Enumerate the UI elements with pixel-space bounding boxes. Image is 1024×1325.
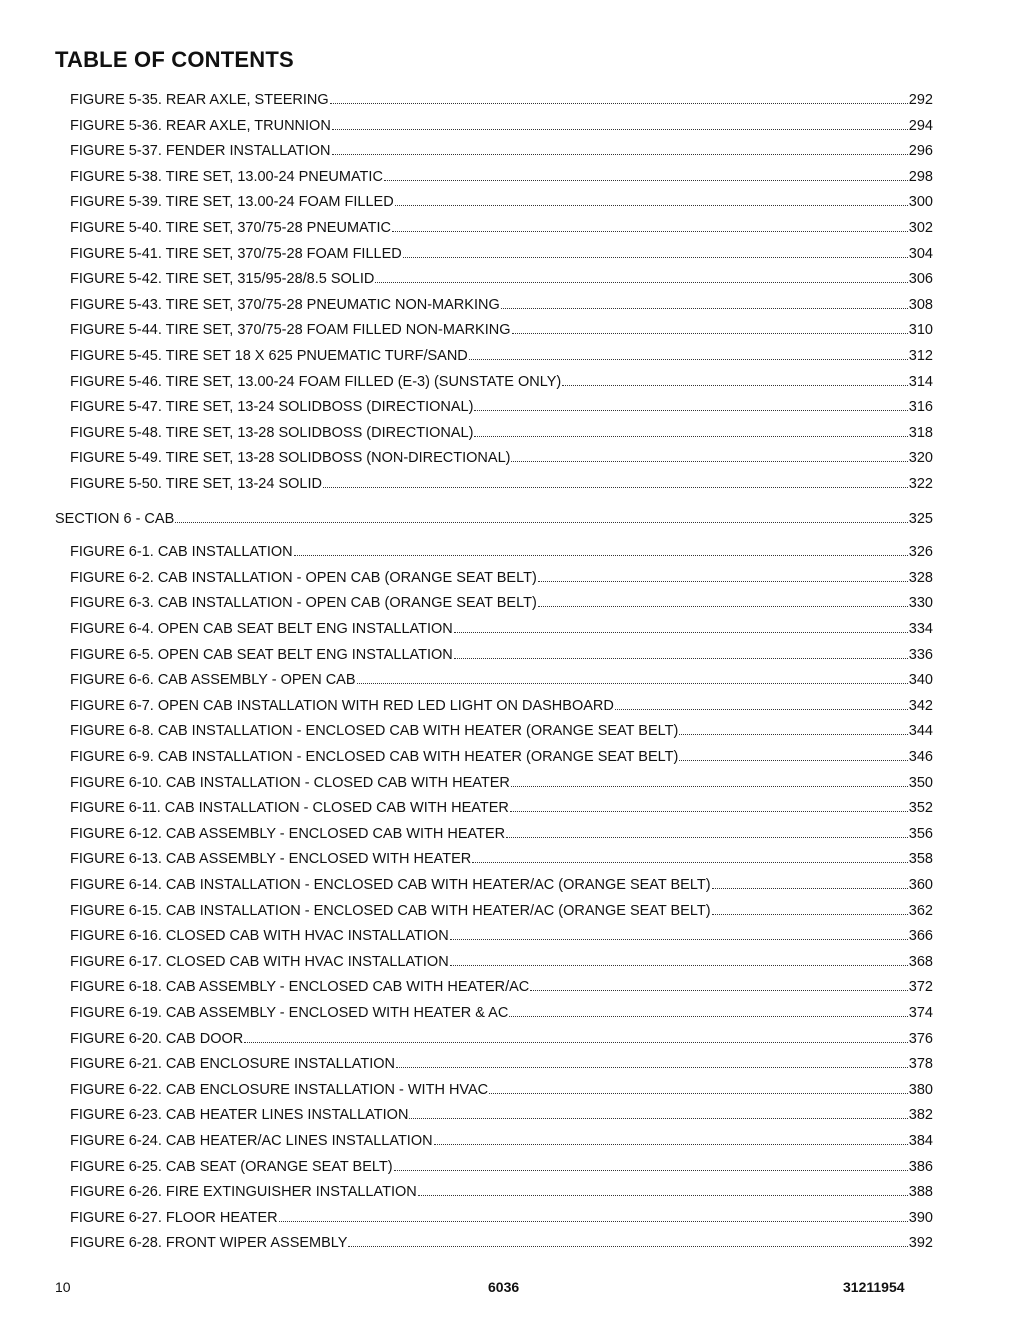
toc-entry-page: 362 [908, 903, 933, 919]
toc-entry-page: 328 [908, 570, 933, 586]
dot-leader [348, 1234, 907, 1247]
page-title: TABLE OF CONTENTS [55, 47, 294, 72]
toc-figure-entry[interactable] [70, 594, 933, 612]
toc-entry-page: 316 [908, 399, 933, 415]
toc-figure-entry[interactable] [70, 219, 933, 237]
dot-leader [530, 978, 908, 991]
toc-entry-label: FIGURE 6-19. CAB ASSEMBLY - ENCLOSED WITH HEATER & AC [70, 1005, 509, 1021]
toc-entry-page: 320 [908, 450, 933, 466]
dot-leader [538, 594, 908, 607]
toc-figure-entry[interactable] [70, 774, 933, 792]
toc-entry-label: FIGURE 6-1. CAB INSTALLATION [70, 544, 293, 560]
toc-entry-page: 342 [908, 698, 933, 714]
toc-entry-page: 312 [908, 348, 933, 364]
toc-figure-entry[interactable] [70, 1209, 933, 1227]
toc-figure-entry[interactable] [70, 620, 933, 638]
toc-entry-page: 374 [908, 1005, 933, 1021]
toc-entry-page: 296 [908, 143, 933, 159]
toc-entry-page: 318 [908, 425, 933, 441]
dot-leader [450, 953, 908, 966]
toc-entry-label: FIGURE 5-46. TIRE SET, 13.00-24 FOAM FILLED (E-3) (SUNSTATE ONLY) [70, 374, 562, 390]
toc-entry-page: 360 [908, 877, 933, 893]
toc-entry-label: FIGURE 6-14. CAB INSTALLATION - ENCLOSED CAB WITH HEATER/AC (ORANGE SEAT BELT) [70, 877, 711, 893]
toc-entry-page: 372 [908, 979, 933, 995]
toc-entry-label: FIGURE 6-5. OPEN CAB SEAT BELT ENG INSTALLATION [70, 647, 453, 663]
toc-entry-label: FIGURE 5-45. TIRE SET 18 X 625 PNUEMATIC TURF/SAND [70, 348, 468, 364]
toc-entry-page: 306 [908, 271, 933, 287]
toc-entry-label: FIGURE 6-6. CAB ASSEMBLY - OPEN CAB [70, 672, 356, 688]
toc-entry-page: 382 [908, 1107, 933, 1123]
toc-figure-entry[interactable] [70, 1004, 933, 1022]
dot-leader [510, 799, 908, 812]
toc-entry-page: 298 [908, 169, 933, 185]
toc-entry-label: FIGURE 5-49. TIRE SET, 13-28 SOLIDBOSS (NON-DIRECTIONAL) [70, 450, 511, 466]
toc-entry-label: FIGURE 6-22. CAB ENCLOSURE INSTALLATION - WITH HVAC [70, 1082, 489, 1098]
toc-figure-entry[interactable] [70, 646, 933, 664]
toc-figure-entry[interactable] [70, 168, 933, 186]
toc-figure-entry[interactable] [70, 543, 933, 561]
toc-figure-entry[interactable] [70, 876, 933, 894]
toc-figure-entry[interactable] [70, 117, 933, 135]
dot-leader [712, 902, 908, 915]
toc-figure-entry[interactable] [70, 902, 933, 920]
toc-figure-entry[interactable] [70, 927, 933, 945]
toc-figure-entry[interactable] [70, 825, 933, 843]
toc-figure-entry[interactable] [70, 671, 933, 689]
toc-entry-label: FIGURE 6-28. FRONT WIPER ASSEMBLY [70, 1235, 348, 1251]
toc-entry-page: 390 [908, 1210, 933, 1226]
toc-entry-label: FIGURE 5-37. FENDER INSTALLATION [70, 143, 331, 159]
toc-figure-entry[interactable] [70, 193, 933, 211]
toc-entry-label: FIGURE 6-10. CAB INSTALLATION - CLOSED CAB WITH HEATER [70, 775, 510, 791]
toc-entry-page: 308 [908, 297, 933, 313]
toc-entry-label: FIGURE 6-7. OPEN CAB INSTALLATION WITH RED LED LIGHT ON DASHBOARD [70, 698, 614, 714]
dot-leader [418, 1183, 908, 1196]
dot-leader [454, 620, 908, 633]
footer-page-number: 10 [55, 1279, 71, 1295]
dot-leader [384, 168, 908, 181]
toc-entry-label: FIGURE 6-21. CAB ENCLOSURE INSTALLATION [70, 1056, 395, 1072]
toc-figure-entry[interactable] [70, 1055, 933, 1073]
toc-entry-page: 350 [908, 775, 933, 791]
dot-leader [679, 748, 908, 761]
toc-figure-entry[interactable] [70, 142, 933, 160]
toc-entry-page: 322 [908, 476, 933, 492]
dot-leader [512, 321, 908, 334]
toc-entry-page: 386 [908, 1159, 933, 1175]
dot-leader [509, 1004, 907, 1017]
toc-figure-entry[interactable] [70, 1106, 933, 1124]
toc-entry-page: 346 [908, 749, 933, 765]
dot-leader [332, 117, 908, 130]
dot-leader [394, 1158, 908, 1171]
toc-entry-page: 366 [908, 928, 933, 944]
dot-leader [679, 722, 908, 735]
toc-figure-entry[interactable] [70, 1081, 933, 1099]
toc-figure-entry[interactable] [70, 978, 933, 996]
toc-entry-page: 334 [908, 621, 933, 637]
dot-leader [434, 1132, 908, 1145]
dot-leader [332, 142, 908, 155]
dot-leader [279, 1209, 908, 1222]
toc-figure-entry[interactable] [70, 270, 933, 288]
toc-entry-label: FIGURE 5-44. TIRE SET, 370/75-28 FOAM FILLED NON-MARKING [70, 322, 511, 338]
dot-leader [396, 1055, 908, 1068]
toc-figure-entry[interactable] [70, 1030, 933, 1048]
toc-entry-page: 378 [908, 1056, 933, 1072]
toc-figure-entry[interactable] [70, 748, 933, 766]
toc-figure-entry[interactable] [70, 373, 933, 391]
toc-entry-label: FIGURE 6-18. CAB ASSEMBLY - ENCLOSED CAB WITH HEATER/AC [70, 979, 530, 995]
toc-entry-label: FIGURE 6-3. CAB INSTALLATION - OPEN CAB (ORANGE SEAT BELT) [70, 595, 537, 611]
toc-entry-label: FIGURE 5-35. REAR AXLE, STEERING [70, 92, 329, 108]
toc-entry-page: 376 [908, 1031, 933, 1047]
toc-figure-entry[interactable] [70, 697, 933, 715]
dot-leader [330, 91, 908, 104]
toc-entry-label: FIGURE 5-41. TIRE SET, 370/75-28 FOAM FILLED [70, 246, 402, 262]
dot-leader [474, 424, 907, 437]
toc-entry-label: FIGURE 6-27. FLOOR HEATER [70, 1210, 278, 1226]
dot-leader [175, 510, 908, 523]
toc-entry-page: 292 [908, 92, 933, 108]
dot-leader [244, 1030, 908, 1043]
toc-entry-label: FIGURE 6-24. CAB HEATER/AC LINES INSTALLATION [70, 1133, 433, 1149]
footer-model: 6036 [488, 1279, 520, 1295]
toc-entry-page: 310 [908, 322, 933, 338]
toc-entry-page: 294 [908, 118, 933, 134]
dot-leader [538, 569, 908, 582]
toc-figure-entry[interactable] [70, 296, 933, 314]
dot-leader [472, 850, 908, 863]
dot-leader [474, 398, 907, 411]
toc-entry-page: 302 [908, 220, 933, 236]
dot-leader [392, 219, 908, 232]
dot-leader [501, 296, 908, 309]
toc-section-entry[interactable] [55, 510, 933, 528]
toc-entry-page: 325 [908, 511, 933, 527]
toc-entry-label: FIGURE 5-38. TIRE SET, 13.00-24 PNEUMATIC [70, 169, 383, 185]
toc-entry-label: SECTION 6 - CAB [55, 511, 175, 527]
toc-figure-entry[interactable] [70, 1183, 933, 1201]
toc-entry-page: 384 [908, 1133, 933, 1149]
dot-leader [562, 373, 908, 386]
toc-entry-page: 326 [908, 544, 933, 560]
toc-entry-page: 336 [908, 647, 933, 663]
toc-entry-page: 300 [908, 194, 933, 210]
toc-figure-entry[interactable] [70, 475, 933, 493]
dot-leader [294, 543, 908, 556]
toc-entry-label: FIGURE 5-42. TIRE SET, 315/95-28/8.5 SOLID [70, 271, 375, 287]
toc-figure-entry[interactable] [70, 953, 933, 971]
toc-entry-label: FIGURE 6-13. CAB ASSEMBLY - ENCLOSED WITH HEATER [70, 851, 472, 867]
toc-figure-entry[interactable] [70, 91, 933, 109]
toc-entry-label: FIGURE 6-15. CAB INSTALLATION - ENCLOSED CAB WITH HEATER/AC (ORANGE SEAT BELT) [70, 903, 711, 919]
dot-leader [511, 449, 907, 462]
toc-entry-page: 358 [908, 851, 933, 867]
toc-entry-label: FIGURE 6-23. CAB HEATER LINES INSTALLATION [70, 1107, 409, 1123]
toc-entry-label: FIGURE 6-16. CLOSED CAB WITH HVAC INSTALLATION [70, 928, 449, 944]
toc-figure-entry[interactable] [70, 1234, 933, 1252]
toc-entry-label: FIGURE 6-4. OPEN CAB SEAT BELT ENG INSTALLATION [70, 621, 453, 637]
toc-entry-page: 340 [908, 672, 933, 688]
dot-leader [409, 1106, 907, 1119]
toc-entry-label: FIGURE 5-47. TIRE SET, 13-24 SOLIDBOSS (DIRECTIONAL) [70, 399, 474, 415]
dot-leader [506, 825, 908, 838]
toc-entry-label: FIGURE 5-36. REAR AXLE, TRUNNION [70, 118, 331, 134]
dot-leader [323, 475, 908, 488]
dot-leader [469, 347, 908, 360]
toc-entry-label: FIGURE 5-50. TIRE SET, 13-24 SOLID [70, 476, 322, 492]
toc-entry-label: FIGURE 6-26. FIRE EXTINGUISHER INSTALLATION [70, 1184, 417, 1200]
toc-entry-label: FIGURE 5-40. TIRE SET, 370/75-28 PNEUMATIC [70, 220, 391, 236]
toc-figure-entry[interactable] [70, 799, 933, 817]
toc-entry-page: 388 [908, 1184, 933, 1200]
toc-figure-entry[interactable] [70, 1132, 933, 1150]
footer-doc-number: 31211954 [843, 1279, 905, 1295]
toc-figure-entry[interactable] [70, 424, 933, 442]
toc-figure-entry[interactable] [70, 398, 933, 416]
toc-entry-page: 356 [908, 826, 933, 842]
toc-entry-page: 314 [908, 374, 933, 390]
toc-entry-page: 304 [908, 246, 933, 262]
toc-entry-page: 380 [908, 1082, 933, 1098]
dot-leader [489, 1081, 908, 1094]
toc-entry-label: FIGURE 6-8. CAB INSTALLATION - ENCLOSED CAB WITH HEATER (ORANGE SEAT BELT) [70, 723, 679, 739]
toc-figure-entry[interactable] [70, 722, 933, 740]
toc-figure-entry[interactable] [70, 850, 933, 868]
toc-figure-entry[interactable] [70, 321, 933, 339]
toc-figure-entry[interactable] [70, 245, 933, 263]
toc-entry-label: FIGURE 6-11. CAB INSTALLATION - CLOSED CAB WITH HEATER [70, 800, 509, 816]
toc-entry-page: 392 [908, 1235, 933, 1251]
toc-entry-label: FIGURE 5-48. TIRE SET, 13-28 SOLIDBOSS (DIRECTIONAL) [70, 425, 474, 441]
toc-entry-label: FIGURE 6-25. CAB SEAT (ORANGE SEAT BELT) [70, 1159, 393, 1175]
toc-figure-entry[interactable] [70, 347, 933, 365]
toc-entry-page: 352 [908, 800, 933, 816]
dot-leader [403, 245, 908, 258]
dot-leader [511, 774, 908, 787]
toc-entry-label: FIGURE 6-17. CLOSED CAB WITH HVAC INSTALLATION [70, 954, 449, 970]
dot-leader [375, 270, 907, 283]
toc-entry-label: FIGURE 6-2. CAB INSTALLATION - OPEN CAB (ORANGE SEAT BELT) [70, 570, 537, 586]
toc-entry-page: 344 [908, 723, 933, 739]
dot-leader [450, 927, 908, 940]
toc-entry-page: 368 [908, 954, 933, 970]
dot-leader [454, 646, 908, 659]
toc-entry-label: FIGURE 5-39. TIRE SET, 13.00-24 FOAM FILLED [70, 194, 394, 210]
toc-entry-label: FIGURE 6-12. CAB ASSEMBLY - ENCLOSED CAB WITH HEATER [70, 826, 506, 842]
toc-figure-entry[interactable] [70, 569, 933, 587]
dot-leader [615, 697, 908, 710]
toc-entry-label: FIGURE 6-20. CAB DOOR [70, 1031, 244, 1047]
toc-entry-label: FIGURE 5-43. TIRE SET, 370/75-28 PNEUMATIC NON-MARKING [70, 297, 500, 313]
toc-figure-entry[interactable] [70, 1158, 933, 1176]
dot-leader [712, 876, 908, 889]
toc-entry-page: 330 [908, 595, 933, 611]
dot-leader [357, 671, 908, 684]
toc-entry-label: FIGURE 6-9. CAB INSTALLATION - ENCLOSED CAB WITH HEATER (ORANGE SEAT BELT) [70, 749, 679, 765]
dot-leader [395, 193, 908, 206]
toc-figure-entry[interactable] [70, 449, 933, 467]
